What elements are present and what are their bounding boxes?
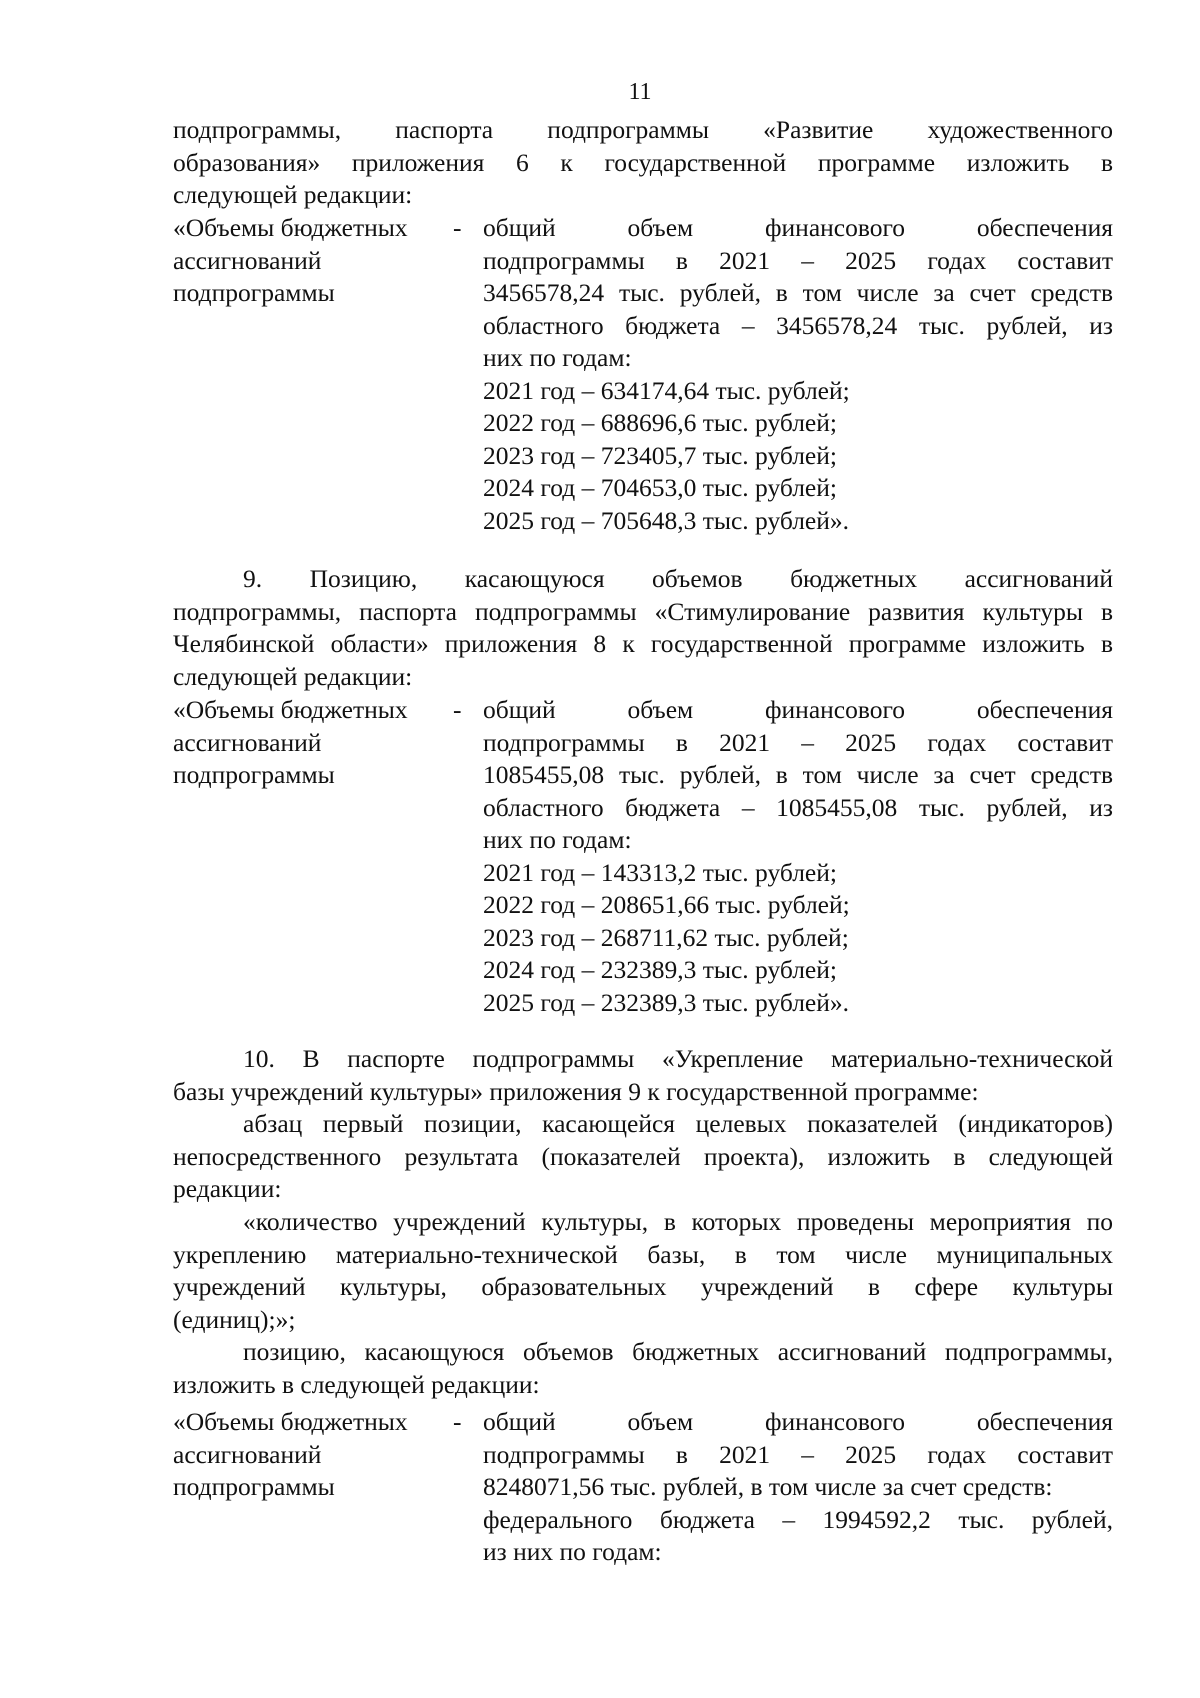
text-line: образования» приложения 6 к государственной программе изложить в [173, 147, 1113, 177]
text-line: подпрограммы, паспорта подпрограммы «Стимулирование развития культуры в [173, 596, 1113, 626]
year-line: 2025 год – 232389,3 тыс. рублей». [483, 987, 850, 1017]
passport-content [483, 212, 1113, 537]
intro-paragraph [173, 114, 1113, 212]
quote-paragraph [173, 1206, 1113, 1336]
passport-dash: - [453, 695, 462, 724]
text-line: 8248071,56 тыс. рублей, в том числе за счет средств: [483, 1472, 1053, 1501]
passport-content [483, 1406, 1113, 1569]
year-line: 2023 год – 723405,7 тыс. рублей; [483, 440, 837, 470]
year-line: 2022 год – 688696,6 тыс. рублей; [483, 408, 837, 437]
text-line: подпрограммы в 2021 – 2025 годах составит [483, 1439, 1113, 1469]
abzac-paragraph [173, 1108, 1113, 1206]
passport-dash: - [453, 1407, 462, 1436]
text-line: 9. Позицию, касающуюся объемов бюджетных ассигнований [243, 564, 1113, 593]
label-line: «Объемы бюджетных [173, 1407, 408, 1436]
page-number: 11 [628, 79, 652, 105]
text-line: учреждений культуры, образовательных учреждений в сфере культуры [173, 1272, 1113, 1301]
label-line: ассигнований [173, 245, 322, 275]
passport-label [173, 212, 443, 310]
text-line: общий объем финансового обеспечения [483, 1407, 1113, 1436]
year-line: 2022 год – 208651,66 тыс. рублей; [483, 890, 850, 919]
passport-content [483, 694, 1113, 1019]
position-paragraph [173, 1336, 1113, 1401]
text-line: федерального бюджета – 1994592,2 тыс. рублей, [483, 1504, 1113, 1534]
label-line: подпрограммы [173, 1472, 335, 1501]
text-line: 3456578,24 тыс. рублей, в том числе за счет средств [483, 278, 1113, 307]
text-line: позицию, касающуюся объемов бюджетных ассигнований подпрограммы, [243, 1337, 1113, 1366]
text-line: областного бюджета – 3456578,24 тыс. рублей, из [483, 310, 1113, 340]
label-line: «Объемы бюджетных [173, 213, 408, 242]
text-line: них по годам: [483, 343, 632, 372]
text-line: областного бюджета – 1085455,08 тыс. рублей, из [483, 792, 1113, 822]
text-line: изложить в следующей редакции: [173, 1369, 540, 1399]
text-line: непосредственного результата (показателей проекта), изложить в следующей [173, 1141, 1113, 1171]
text-line: редакции: [173, 1174, 282, 1203]
year-line: 2025 год – 705648,3 тыс. рублей». [483, 505, 850, 535]
passport-dash: - [453, 213, 462, 242]
label-line: «Объемы бюджетных [173, 695, 408, 724]
text-line: следующей редакции: [173, 180, 413, 209]
label-line: ассигнований [173, 1439, 322, 1469]
year-line: 2024 год – 232389,3 тыс. рублей; [483, 955, 837, 984]
text-line: подпрограммы в 2021 – 2025 годах составит [483, 245, 1113, 275]
text-line: Челябинской области» приложения 8 к государственной программе изложить в [173, 629, 1113, 658]
text-line: 10. В паспорте подпрограммы «Укрепление материально-технической [243, 1044, 1113, 1073]
text-line: них по годам: [483, 825, 632, 854]
text-line: подпрограммы в 2021 – 2025 годах составит [483, 727, 1113, 757]
item-10-paragraph [173, 1043, 1113, 1108]
year-line: 2023 год – 268711,62 тыс. рублей; [483, 922, 849, 952]
text-line: из них по годам: [483, 1537, 662, 1566]
text-line: следующей редакции: [173, 661, 413, 691]
text-line: «количество учреждений культуры, в которых проведены мероприятия по [243, 1207, 1113, 1236]
label-line: подпрограммы [173, 278, 335, 307]
passport-label [173, 694, 443, 792]
label-line: подпрограммы [173, 760, 335, 789]
year-line: 2024 год – 704653,0 тыс. рублей; [483, 473, 837, 502]
text-line: подпрограммы, паспорта подпрограммы «Развитие художественного [173, 115, 1113, 144]
text-line: (единиц);»; [173, 1304, 296, 1334]
label-line: ассигнований [173, 727, 322, 757]
passport-label [173, 1406, 443, 1504]
text-line: укреплению материально-технической базы, в том числе муниципальных [173, 1239, 1113, 1269]
text-line: общий объем финансового обеспечения [483, 213, 1113, 242]
text-line: базы учреждений культуры» приложения 9 к государственной программе: [173, 1076, 979, 1106]
text-line: общий объем финансового обеспечения [483, 695, 1113, 724]
year-line: 2021 год – 634174,64 тыс. рублей; [483, 375, 850, 405]
item-9-paragraph [173, 563, 1113, 693]
year-line: 2021 год – 143313,2 тыс. рублей; [483, 857, 837, 887]
text-line: абзац первый позиции, касающейся целевых показателей (индикаторов) [243, 1109, 1113, 1138]
text-line: 1085455,08 тыс. рублей, в том числе за счет средств [483, 760, 1113, 789]
